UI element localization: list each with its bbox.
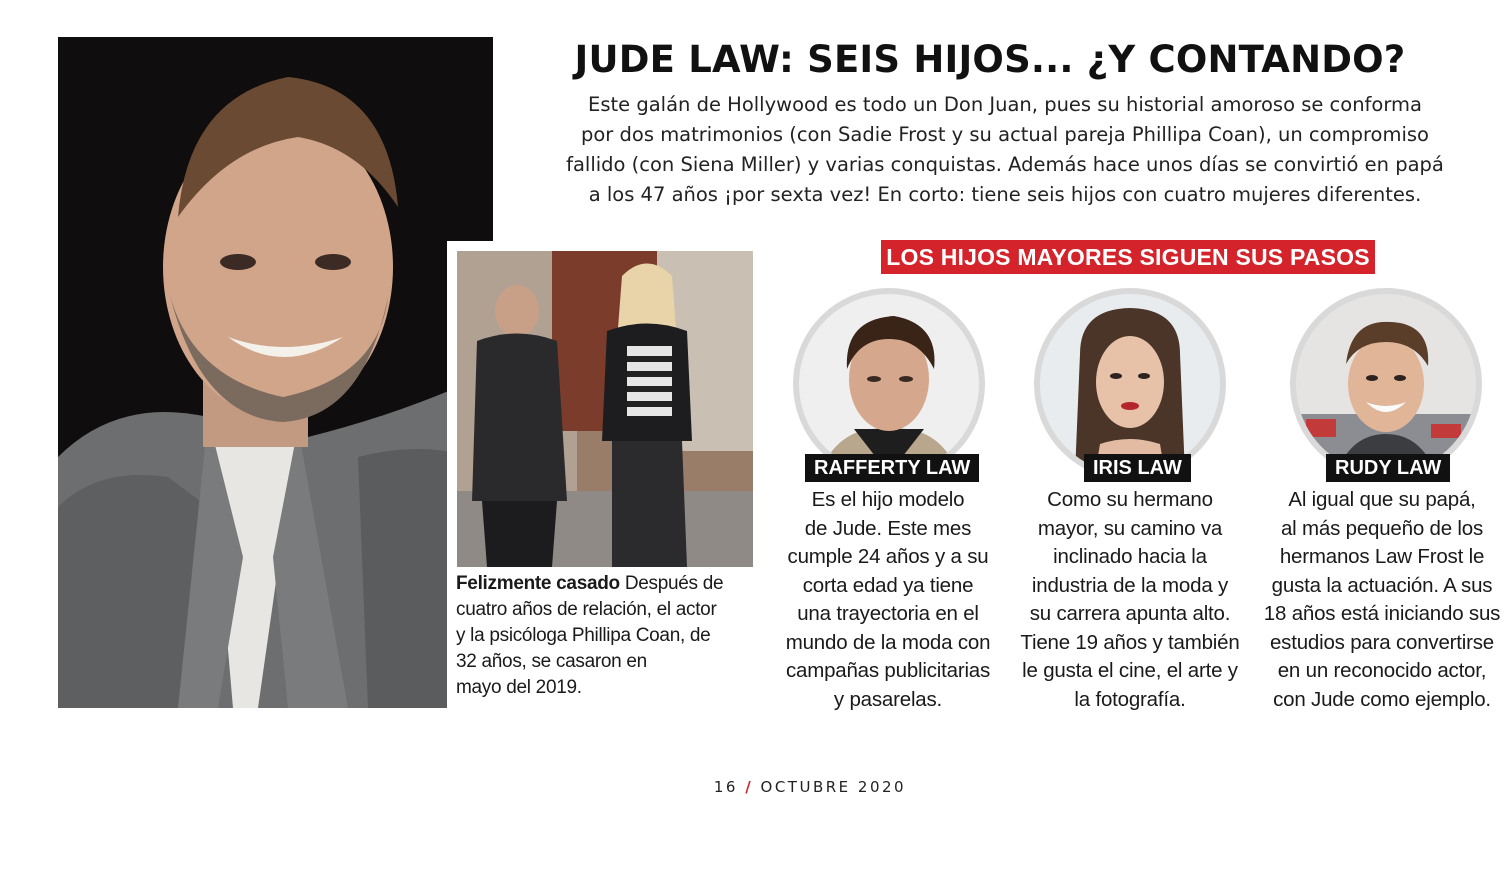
bio-line: gusta la actuación. A sus (1271, 573, 1493, 597)
main-portrait-photo (58, 37, 493, 708)
rudy-law-portrait-image (1296, 294, 1476, 474)
article-headline: JUDE LAW: SEIS HIJOS... ¿Y CONTANDO? (574, 38, 1406, 81)
bio-line: la fotografía. (1074, 687, 1186, 711)
bio-line: en un reconocido actor, (1277, 659, 1487, 682)
rafferty-law-portrait-image (799, 294, 979, 474)
bio-line: campañas publicitarias (785, 659, 991, 682)
footer-separator: / (745, 778, 754, 796)
jude-law-and-phillipa-coan-image (457, 251, 753, 567)
child-name-tag: RAFFERTY LAW (805, 454, 979, 482)
bio-line: hermanos Law Frost le (1279, 545, 1485, 568)
lead-line: por dos matrimonios (con Sadie Frost y su actual pareja Phillipa Coan), un compromiso (581, 123, 1429, 146)
lead-line: fallido (con Siena Miller) y varias conquistas. Además hace unos días se convirtió en papá (566, 153, 1444, 176)
bio-line: 18 años está iniciando sus (1263, 602, 1501, 625)
caption-line: y la psicóloga Phillipa Coan, de (456, 625, 711, 646)
caption-line: mayo del 2019. (456, 677, 582, 698)
child-bio (1252, 486, 1505, 714)
bio-line: Como su hermano (1047, 488, 1213, 511)
child-name-tag: RUDY LAW (1326, 454, 1450, 482)
bio-line: su carrera apunta alto. (1029, 602, 1231, 625)
child-portrait-circle (793, 288, 985, 480)
bio-line: Tiene 19 años y también (1020, 630, 1240, 654)
bio-line: estudios para convertirse (1269, 630, 1495, 654)
caption-line: Después de (619, 573, 724, 594)
caption-line: cuatro años de relación, el actor (456, 599, 717, 620)
section-banner: LOS HIJOS MAYORES SIGUEN SUS PASOS (881, 240, 1375, 274)
child-portrait-circle (1290, 288, 1482, 480)
lead-line: a los 47 años ¡por sexta vez! En corto: tiene seis hijos con cuatro mujeres diferentes. (588, 183, 1422, 206)
jude-law-portrait-image (58, 37, 493, 708)
bio-line: Al igual que su papá, (1288, 488, 1476, 511)
child-bio (1014, 486, 1246, 714)
caption-line: 32 años, se casaron en (456, 651, 647, 672)
bio-line: con Jude como ejemplo. (1273, 687, 1491, 711)
page-footer (660, 778, 960, 796)
bio-line: al más pequeño de los (1280, 516, 1484, 540)
bio-line: y pasarelas. (833, 687, 943, 711)
child-portrait-circle (1034, 288, 1226, 480)
bio-line: mundo de la moda con (785, 630, 991, 654)
iris-law-portrait-image (1040, 294, 1220, 474)
couple-photo-caption (456, 571, 756, 701)
couple-photo (457, 251, 753, 567)
issue-date: OCTUBRE 2020 (760, 778, 907, 796)
bio-line: corta edad ya tiene (802, 573, 974, 597)
caption-bold-lead: Felizmente casado (456, 573, 620, 594)
bio-line: mayor, su camino va (1037, 516, 1223, 540)
bio-line: de Jude. Este mes (804, 516, 972, 540)
bio-line: le gusta el cine, el arte y (1022, 659, 1238, 682)
bio-line: cumple 24 años y a su (787, 545, 989, 568)
article-lead-paragraph (510, 90, 1500, 210)
bio-line: inclinado hacia la (1053, 545, 1207, 568)
bio-line: una trayectoria en el (797, 602, 979, 625)
page-number: 16 (713, 778, 738, 796)
bio-line: Es el hijo modelo (811, 488, 965, 511)
child-name-tag: IRIS LAW (1084, 454, 1191, 482)
lead-line: Este galán de Hollywood es todo un Don Juan, pues su historial amoroso se conforma (588, 93, 1422, 116)
couple-photo-panel (447, 241, 762, 709)
child-bio (777, 486, 999, 714)
bio-line: industria de la moda y (1031, 573, 1229, 597)
